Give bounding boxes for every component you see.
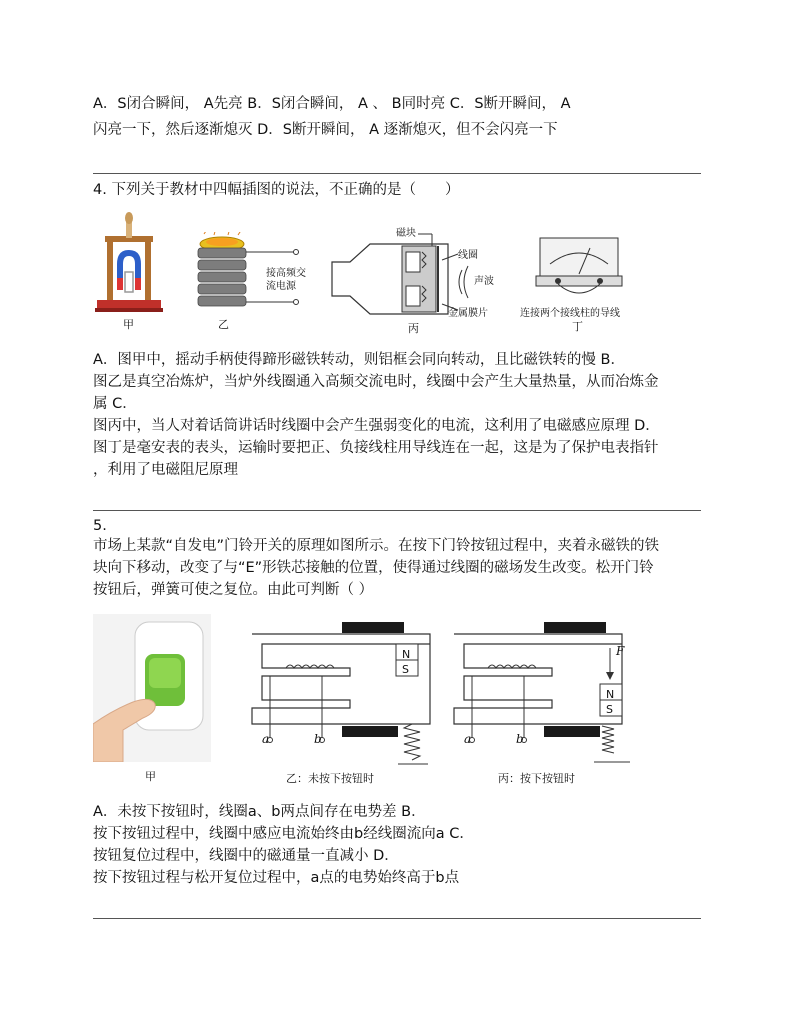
q5-bing-terminal-a: a [464,732,472,746]
q4-figure-yi [190,232,325,332]
q5-bing-force-f: F [616,644,625,658]
q5-bing-magnet-s: S [606,703,613,716]
q5-figure-yi-label: 乙：未按下按钮时 [286,772,374,785]
q4-figure-bing-film-label: 金属膜片 [448,308,488,319]
q4-option-line-6: ，利用了电磁阻尼原理 [93,462,238,478]
q4-figure-bing-wave-label: 声波 [474,276,494,287]
q3-options-line-1: A．S闭合瞬间， A先亮 B．S闭合瞬间， A 、 B同时亮 C．S断开瞬间， A [93,96,571,112]
q5-option-line-4: 按下按钮过程与松开复位过程中，a点的电势始终高于b点 [93,870,460,886]
q4-figure-ding-label: 丁 [572,320,583,333]
q4-figure-bing-label: 丙 [408,322,419,335]
q5-figure-yi [250,618,440,786]
divider [93,173,701,174]
q5-figure-bing [452,618,642,786]
q5-stem-line-3: 按钮后，弹簧可使之复位。由此可判断（ ） [93,582,374,598]
q4-option-line-3: 属 C． [93,396,137,412]
q4-figure-yi-label: 乙 [218,318,229,331]
q5-bing-magnet-n: N [606,688,615,701]
q4-figure-bing-coil-label: 线圈 [458,250,478,261]
q5-yi-terminal-b: b [314,732,322,746]
q4-figure-ding [518,234,643,334]
q4-figure-jia [93,212,168,332]
q4-option-line-4: 图丙中，当人对着话筒讲话时线圈中会产生强弱变化的电流，这利用了电磁感应原理 D． [93,418,660,434]
q5-option-line-1: A．未按下按钮时，线圈a、b两点间存在电势差 B． [93,804,426,820]
q5-yi-magnet-n: N [402,648,411,661]
q4-figure-yi-label-2: 流电源 [266,281,296,292]
q4-option-line-1: A．图甲中，摇动手柄使得蹄形磁铁转动，则铝框会同向转动，且比磁铁转的慢 B． [93,352,625,368]
q5-stem-line-1: 市场上某款“自发电”门铃开关的原理如图所示。在按下门铃按钮过程中，夹着永磁铁的铁 [93,538,660,554]
divider [93,510,701,511]
q4-figure-bing [330,222,505,334]
divider [93,918,701,919]
q5-number: 5. [93,518,107,534]
q5-option-line-3: 按钮复位过程中，线圈中的磁通量一直减小 D． [93,848,399,864]
q4-option-line-5: 图丁是毫安表的表头，运输时要把正、负接线柱用导线连在一起，这是为了保护电表指针 [93,440,659,456]
q3-options-line-2: 闪亮一下，然后逐渐熄灭 D．S断开瞬间， A 逐渐熄灭，但不会闪亮一下 [93,122,558,138]
q5-yi-magnet-s: S [402,663,409,676]
q5-figure-bing-label: 丙：按下按钮时 [498,772,575,785]
q5-bing-terminal-b: b [516,732,524,746]
q5-yi-terminal-a: a [262,732,270,746]
q4-figure-yi-label-1: 接高频交 [266,268,306,279]
q5-option-line-2: 按下按钮过程中，线圈中感应电流始终由b经线圈流向a C． [93,826,474,842]
q4-figure-bing-magnet-label: 磁块 [396,228,416,239]
q5-figure-jia [93,614,211,784]
q4-stem: 4. 下列关于教材中四幅插图的说法，不正确的是（ ） [93,182,460,198]
q4-figure-jia-label: 甲 [123,318,134,331]
q4-figure-ding-wire-label: 连接两个接线柱的导线 [520,308,620,319]
q4-option-line-2: 图乙是真空冶炼炉，当炉外线圈通入高频交流电时，线圈中会产生大量热量，从而冶炼金 [93,374,659,390]
q5-figure-jia-label: 甲 [145,770,156,783]
q5-stem-line-2: 块向下移动，改变了与“E”形铁芯接触的位置，使得通过线圈的磁场发生改变。松开门铃 [93,560,654,576]
